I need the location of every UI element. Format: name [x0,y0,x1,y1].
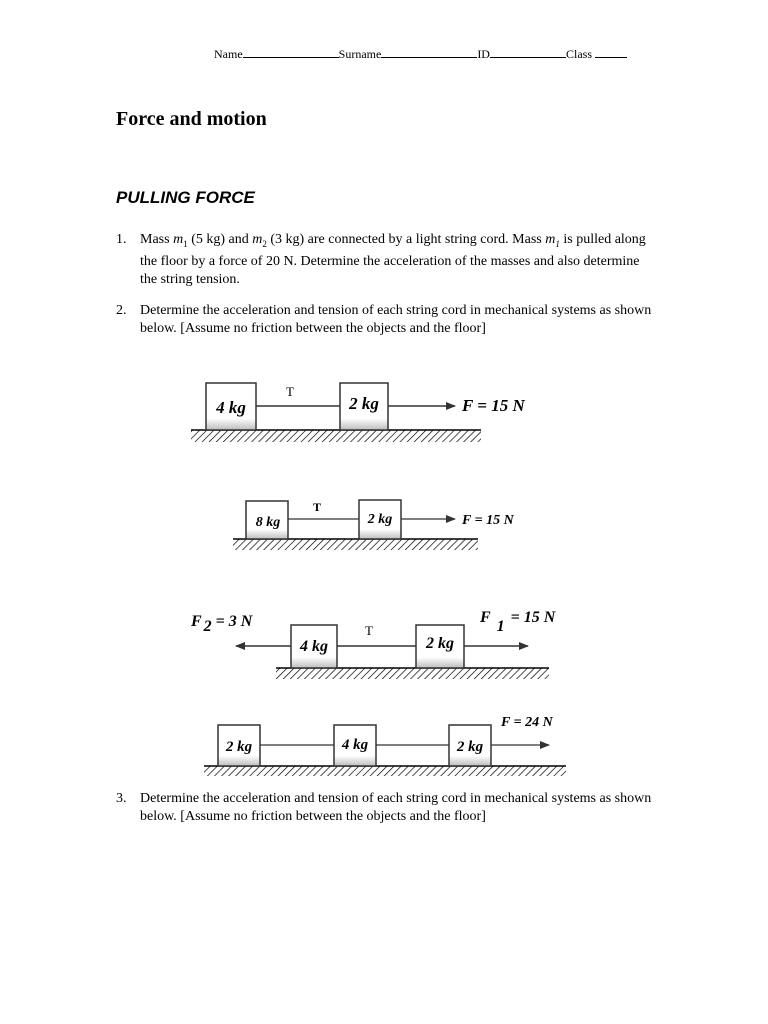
block-label: 4 kg [216,398,246,417]
force-2-label: F 2 = 3 N [191,613,253,635]
block-label: 2 kg [367,512,393,527]
class-label: Class [565,47,592,61]
floor [276,668,549,679]
block-label: 2 kg [426,635,454,652]
question-3 [116,790,656,826]
tension-label: T [312,500,322,514]
block-label: 2 kg [225,739,253,755]
question-number: 2. [116,303,127,318]
question-text: Determine the acceleration and tension of each string cord in mechanical systems as shown below. [Assume no friction between the objects and the floor] [140,303,652,336]
floor [233,539,478,550]
name-label: Name [214,47,243,61]
question-text: Determine the acceleration and tension of each string cord in mechanical systems as shown below. [Assume no friction between the objects and the floor] [140,791,652,824]
diagram-2 [233,500,515,550]
block-label: 2 kg [349,394,379,413]
block-label: 4 kg [300,638,328,655]
diagram-3 [190,609,557,679]
tension-label: T [286,384,294,399]
force-label: F = 24 N [501,715,553,730]
surname-label: Surname [338,47,382,61]
floor [191,430,481,442]
block-label: 4 kg [341,737,369,753]
force-label: F = 15 N [462,396,525,415]
block-label: 8 kg [255,515,281,530]
force-1-label: F1= 15 N [480,609,556,635]
question-text: Mass $m_1$ (5 kg) and $m_2$ (3 kg) are connected by a light string cord. Mass $m_1$ is pulled along the floor by a force of 20 N. Determine the acceleration of the masses and also determine the string tension. [140,232,646,287]
block-label: 2 kg [456,739,484,755]
id-label: ID [477,47,490,61]
page-title: Force and motion [116,108,267,130]
diagram-4 [204,715,566,776]
question-number: 3. [116,791,127,806]
force-label: F = 15 N [462,513,514,528]
floor [204,766,566,776]
diagram-1 [191,383,525,442]
section-heading: PULLING FORCE [116,188,255,207]
question-number: 1. [116,232,127,247]
tension-label: T [365,623,373,638]
